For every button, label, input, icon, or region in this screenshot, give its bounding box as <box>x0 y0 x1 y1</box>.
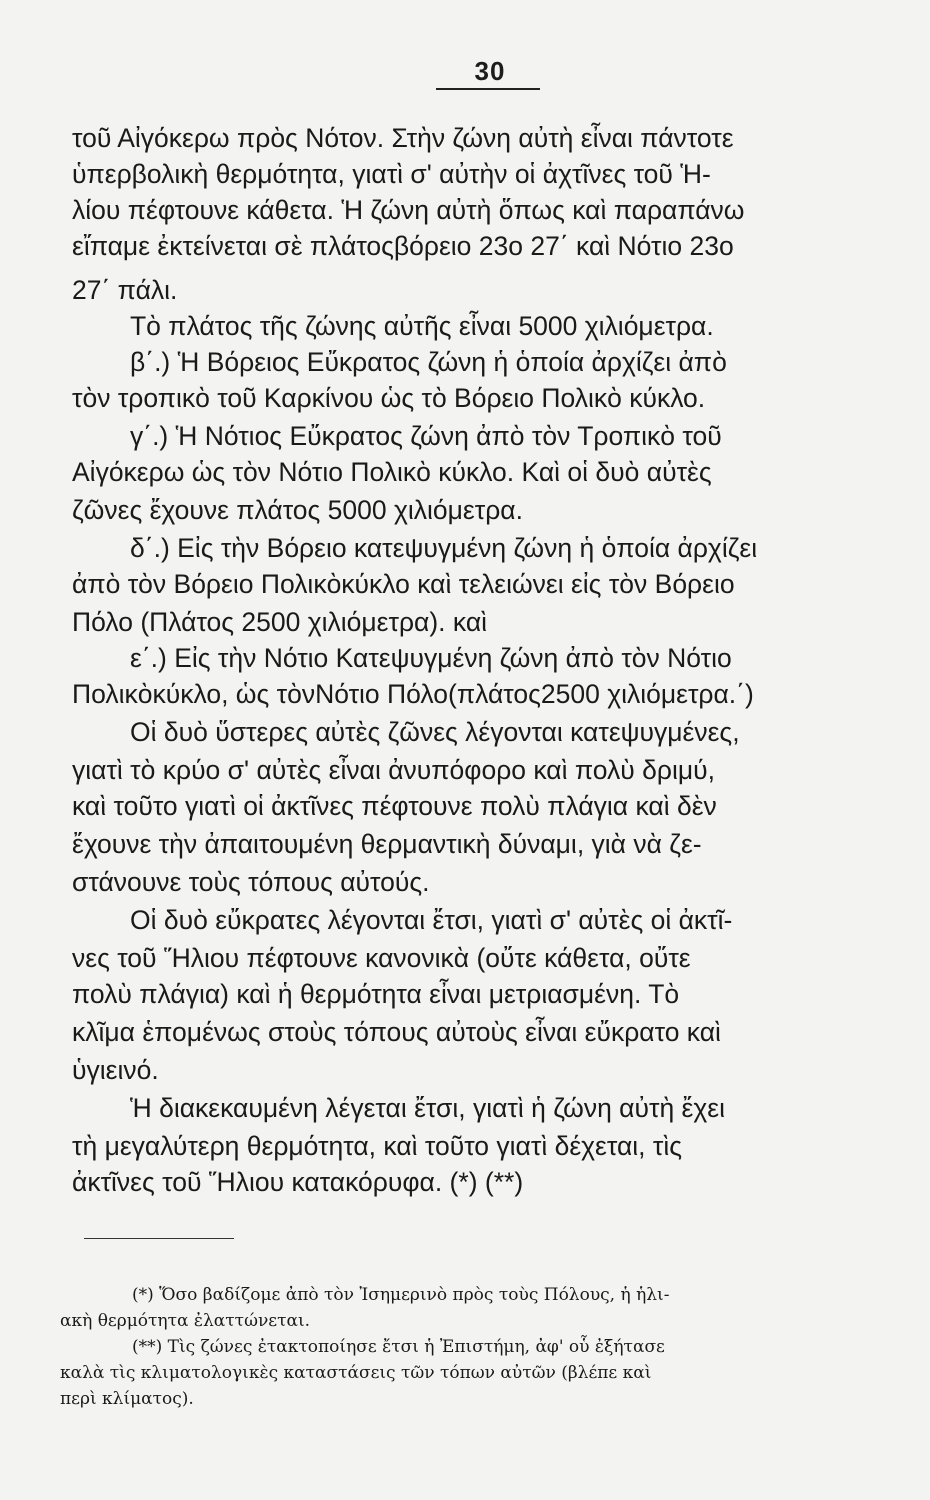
page-number: 30 <box>474 56 506 86</box>
body-line: ε΄.) Εἰς τὴν Νότιο Κατεψυγμένη ζώνη ἀπὸ τὸν Νότιο <box>130 643 732 673</box>
body-line: ζῶνες ἔχουνε πλάτος 5000 χιλιόμετρα. <box>72 495 523 525</box>
page-number-rule <box>436 88 540 90</box>
body-line: Τὸ πλάτος τῆς ζώνης αὐτῆς εἶναι 5000 χιλιόμετρα. <box>130 311 714 341</box>
body-line: τὸν τροπικὸ τοῦ Καρκίνου ὡς τὸ Βόρειο Πολικὸ κύκλο. <box>72 383 706 413</box>
body-line: β΄.) Ἡ Βόρειος Εὔκρατος ζώνη ἡ ὁποία ἀρχίζει ἀπὸ <box>130 347 727 377</box>
body-line: λίου πέφτουνε κάθετα. Ἡ ζώνη αὐτὴ ὅπως καὶ παραπάνω <box>72 195 745 225</box>
body-line: ἔχουνε τὴν ἀπαιτουμένη θερμαντικὴ δύναμι, γιὰ νὰ ζε- <box>72 829 702 859</box>
body-line: Πολικὸκύκλο, ὡς τὸνΝότιο Πόλο(πλάτος2500 χιλιόμετρα.΄) <box>72 679 754 709</box>
body-line: κλῖμα ἑπομένως στοὺς τόπους αὐτοὺς εἶναι εὔκρατο καὶ <box>72 1017 721 1047</box>
body-line: Ἡ διακεκαυμένη λέγεται ἔτσι, γιατὶ ἡ ζώνη αὐτὴ ἔχει <box>130 1093 725 1123</box>
body-line: πολὺ πλάγια) καὶ ἡ θερμότητα εἶναι μετριασμένη. Τὸ <box>72 979 680 1009</box>
body-line: Πόλο (Πλάτος 2500 χιλιόμετρα). καὶ <box>72 607 488 637</box>
body-line: γιατὶ τὸ κρύο σ' αὐτὲς εἶναι ἀνυπόφορο καὶ πολὺ δριμύ, <box>72 755 715 785</box>
body-line: Αἰγόκερω ὡς τὸν Νότιο Πολικὸ κύκλο. Καὶ οἱ δυὸ αὐτὲς <box>72 457 712 487</box>
body-line: εἴπαμε ἐκτείνεται σὲ πλάτοςβόρειο 23ο 27΄ καὶ Νότιο 23ο <box>72 231 734 261</box>
body-line: νες τοῦ Ἥλιου πέφτουνε κανονικὰ (οὔτε κάθετα, οὔτε <box>72 943 691 973</box>
body-line: καὶ τοῦτο γιατὶ οἱ ἀκτῖνες πέφτουνε πολὺ πλάγια καὶ δὲν <box>72 791 717 821</box>
body-line: τὴ μεγαλύτερη θερμότητα, καὶ τοῦτο γιατὶ δέχεται, τὶς <box>72 1131 683 1161</box>
footnote-line: (*) Ὅσο βαδίζομε ἀπὸ τὸν Ἰσημερινὸ πρὸς τοὺς Πόλους, ἡ ἡλι- <box>132 1285 670 1305</box>
body-line: Οἱ δυὸ εὔκρατες λέγονται ἔτσι, γιατὶ σ' αὐτὲς οἱ ἀκτῖ- <box>130 905 733 935</box>
footnote-line: περὶ κλίματος). <box>60 1389 194 1409</box>
footnote-line: καλὰ τὶς κλιματολογικὲς καταστάσεις τῶν τόπων αὐτῶν (βλέπε καὶ <box>60 1363 652 1383</box>
body-line: ἀκτῖνες τοῦ Ἥλιου κατακόρυφα. (*) (**) <box>72 1167 524 1197</box>
body-line: δ΄.) Εἰς τὴν Βόρειο κατεψυγμένη ζώνη ἡ ὁποία ἀρχίζει <box>130 533 758 563</box>
body-line: τοῦ Αἰγόκερω πρὸς Νότον. Στὴν ζώνη αὐτὴ εἶναι πάντοτε <box>72 123 734 153</box>
body-line: 27΄ πάλι. <box>72 275 178 305</box>
footnote-separator <box>84 1238 234 1239</box>
body-line: Οἱ δυὸ ὕστερες αὐτὲς ζῶνες λέγονται κατεψυγμένες, <box>130 717 740 747</box>
body-line: γ΄.) Ἡ Νότιος Εὔκρατος ζώνη ἀπὸ τὸν Τροπικὸ τοῦ <box>130 421 722 451</box>
footnote-line: (**) Τὶς ζώνες ἐτακτοποίησε ἔτσι ἡ Ἐπιστήμη, ἀφ' οὗ ἐξήτασε <box>132 1337 665 1357</box>
body-line: ἀπὸ τὸν Βόρειο Πολικὸκύκλο καὶ τελειώνει εἰς τὸν Βόρειο <box>72 569 735 599</box>
footnote-line: ακὴ θερμότητα ἐλαττώνεται. <box>60 1311 311 1331</box>
body-line: ὑπερβολικὴ θερμότητα, γιατὶ σ' αὐτὴν οἱ ἀχτῖνες τοῦ Ἡ- <box>72 159 711 189</box>
body-line: στάνουνε τοὺς τόπους αὐτούς. <box>72 867 430 897</box>
body-line: ὑγιεινό. <box>72 1055 159 1085</box>
